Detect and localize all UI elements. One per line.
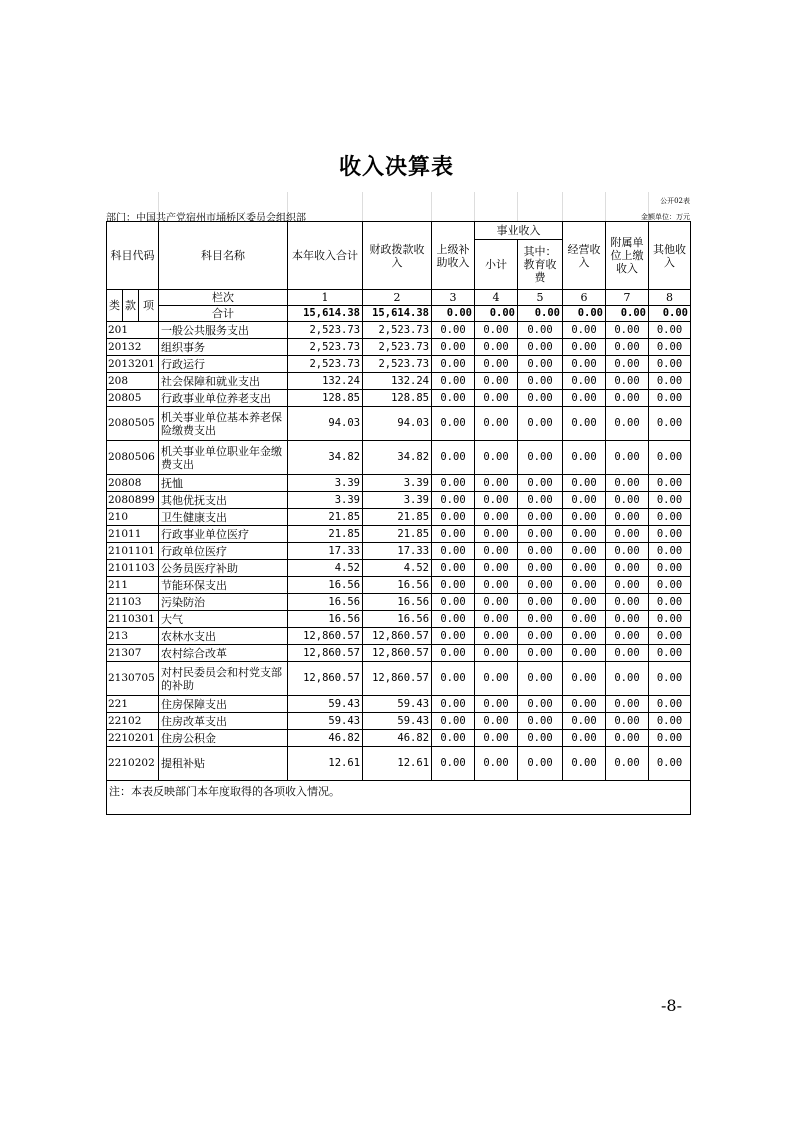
subject-code-cell: 208 bbox=[107, 373, 159, 390]
header-column-order: 栏次 bbox=[159, 290, 288, 306]
total-value-cell: 0.00 bbox=[475, 306, 518, 322]
header-of-which-edu: 其中：教育收费 bbox=[518, 240, 563, 290]
value-cell: 0.00 bbox=[606, 390, 649, 407]
value-cell: 46.82 bbox=[288, 730, 363, 747]
value-cell: 128.85 bbox=[288, 390, 363, 407]
value-cell: 0.00 bbox=[649, 509, 691, 526]
table-note: 注：本表反映部门本年度取得的各项收入情况。 bbox=[107, 781, 691, 815]
subject-name-cell: 组织事务 bbox=[159, 339, 288, 356]
table-row bbox=[107, 356, 691, 373]
value-cell: 0.00 bbox=[432, 543, 475, 560]
value-cell: 0.00 bbox=[475, 628, 518, 645]
value-cell: 2,523.73 bbox=[288, 356, 363, 373]
value-cell: 0.00 bbox=[563, 339, 606, 356]
value-cell: 16.56 bbox=[288, 611, 363, 628]
column-number-cell: 7 bbox=[606, 290, 649, 306]
header-affiliated: 附属单位上缴收入 bbox=[606, 222, 649, 290]
total-label: 合计 bbox=[159, 306, 288, 322]
value-cell: 0.00 bbox=[518, 730, 563, 747]
subject-code-cell: 2130705 bbox=[107, 662, 159, 696]
value-cell: 0.00 bbox=[432, 645, 475, 662]
value-cell: 0.00 bbox=[475, 441, 518, 475]
value-cell: 0.00 bbox=[606, 662, 649, 696]
value-cell: 0.00 bbox=[432, 730, 475, 747]
table-row bbox=[107, 594, 691, 611]
value-cell: 12,860.57 bbox=[288, 662, 363, 696]
value-cell: 2,523.73 bbox=[363, 339, 432, 356]
value-cell: 0.00 bbox=[432, 492, 475, 509]
value-cell: 0.00 bbox=[432, 441, 475, 475]
value-cell: 59.43 bbox=[363, 713, 432, 730]
value-cell: 59.43 bbox=[288, 696, 363, 713]
value-cell: 0.00 bbox=[606, 577, 649, 594]
value-cell: 0.00 bbox=[432, 509, 475, 526]
subject-code-cell: 2210201 bbox=[107, 730, 159, 747]
value-cell: 0.00 bbox=[475, 747, 518, 781]
value-cell: 0.00 bbox=[563, 441, 606, 475]
value-cell: 0.00 bbox=[432, 526, 475, 543]
value-cell: 0.00 bbox=[563, 696, 606, 713]
subject-name-cell: 行政事业单位医疗 bbox=[159, 526, 288, 543]
table-row bbox=[107, 713, 691, 730]
table-row bbox=[107, 441, 691, 475]
value-cell: 0.00 bbox=[606, 356, 649, 373]
value-cell: 94.03 bbox=[363, 407, 432, 441]
value-cell: 0.00 bbox=[475, 543, 518, 560]
value-cell: 21.85 bbox=[363, 526, 432, 543]
value-cell: 0.00 bbox=[649, 696, 691, 713]
value-cell: 0.00 bbox=[432, 475, 475, 492]
header-subtotal: 小计 bbox=[475, 240, 518, 290]
table-row bbox=[107, 492, 691, 509]
value-cell: 0.00 bbox=[432, 577, 475, 594]
value-cell: 0.00 bbox=[606, 526, 649, 543]
value-cell: 0.00 bbox=[606, 322, 649, 339]
subject-code-cell: 20132 bbox=[107, 339, 159, 356]
value-cell: 0.00 bbox=[432, 628, 475, 645]
value-cell: 59.43 bbox=[363, 696, 432, 713]
value-cell: 0.00 bbox=[563, 509, 606, 526]
value-cell: 0.00 bbox=[649, 730, 691, 747]
header-superior-subsidy: 上级补助收入 bbox=[432, 222, 475, 290]
value-cell: 0.00 bbox=[563, 407, 606, 441]
value-cell: 12.61 bbox=[288, 747, 363, 781]
value-cell: 132.24 bbox=[363, 373, 432, 390]
column-number-cell: 4 bbox=[475, 290, 518, 306]
column-number-cell: 2 bbox=[363, 290, 432, 306]
value-cell: 2,523.73 bbox=[288, 322, 363, 339]
header-operating: 经营收入 bbox=[563, 222, 606, 290]
value-cell: 0.00 bbox=[475, 560, 518, 577]
table-row bbox=[107, 662, 691, 696]
subject-name-cell: 机关事业单位基本养老保险缴费支出 bbox=[159, 407, 288, 441]
value-cell: 0.00 bbox=[475, 526, 518, 543]
subject-name-cell: 行政单位医疗 bbox=[159, 543, 288, 560]
value-cell: 0.00 bbox=[518, 645, 563, 662]
value-cell: 21.85 bbox=[363, 509, 432, 526]
value-cell: 128.85 bbox=[363, 390, 432, 407]
value-cell: 4.52 bbox=[288, 560, 363, 577]
value-cell: 0.00 bbox=[432, 594, 475, 611]
value-cell: 0.00 bbox=[606, 373, 649, 390]
value-cell: 0.00 bbox=[649, 560, 691, 577]
value-cell: 0.00 bbox=[649, 492, 691, 509]
value-cell: 21.85 bbox=[288, 509, 363, 526]
unit-label: 金额单位：万元 bbox=[641, 213, 690, 221]
value-cell: 0.00 bbox=[475, 407, 518, 441]
value-cell: 0.00 bbox=[518, 560, 563, 577]
value-cell: 0.00 bbox=[649, 543, 691, 560]
subject-name-cell: 大气 bbox=[159, 611, 288, 628]
subject-code-cell: 2080506 bbox=[107, 441, 159, 475]
value-cell: 0.00 bbox=[649, 577, 691, 594]
value-cell: 0.00 bbox=[563, 730, 606, 747]
value-cell: 0.00 bbox=[432, 356, 475, 373]
value-cell: 0.00 bbox=[475, 611, 518, 628]
subject-code-cell: 21307 bbox=[107, 645, 159, 662]
header-subject-code: 科目代码 bbox=[107, 222, 159, 290]
subject-code-cell: 21103 bbox=[107, 594, 159, 611]
value-cell: 0.00 bbox=[475, 356, 518, 373]
subject-name-cell: 农村综合改革 bbox=[159, 645, 288, 662]
table-row bbox=[107, 645, 691, 662]
value-cell: 0.00 bbox=[432, 390, 475, 407]
value-cell: 0.00 bbox=[563, 390, 606, 407]
value-cell: 0.00 bbox=[563, 611, 606, 628]
subject-name-cell: 卫生健康支出 bbox=[159, 509, 288, 526]
value-cell: 0.00 bbox=[563, 543, 606, 560]
table-row bbox=[107, 730, 691, 747]
value-cell: 0.00 bbox=[518, 475, 563, 492]
total-value-cell: 0.00 bbox=[563, 306, 606, 322]
value-cell: 0.00 bbox=[649, 441, 691, 475]
total-value-cell: 0.00 bbox=[518, 306, 563, 322]
value-cell: 21.85 bbox=[288, 526, 363, 543]
value-cell: 0.00 bbox=[649, 628, 691, 645]
subject-code-cell: 2110301 bbox=[107, 611, 159, 628]
value-cell: 0.00 bbox=[563, 560, 606, 577]
value-cell: 0.00 bbox=[518, 509, 563, 526]
value-cell: 3.39 bbox=[363, 492, 432, 509]
value-cell: 0.00 bbox=[475, 730, 518, 747]
value-cell: 0.00 bbox=[649, 645, 691, 662]
value-cell: 0.00 bbox=[518, 543, 563, 560]
value-cell: 0.00 bbox=[518, 339, 563, 356]
value-cell: 0.00 bbox=[432, 662, 475, 696]
value-cell: 0.00 bbox=[606, 509, 649, 526]
column-number-cell: 1 bbox=[288, 290, 363, 306]
table-row bbox=[107, 373, 691, 390]
value-cell: 0.00 bbox=[606, 441, 649, 475]
subject-name-cell: 行政事业单位养老支出 bbox=[159, 390, 288, 407]
value-cell: 2,523.73 bbox=[363, 356, 432, 373]
value-cell: 17.33 bbox=[288, 543, 363, 560]
total-value-cell: 0.00 bbox=[432, 306, 475, 322]
value-cell: 59.43 bbox=[288, 713, 363, 730]
value-cell: 0.00 bbox=[475, 373, 518, 390]
value-cell: 0.00 bbox=[518, 662, 563, 696]
header-kuan: 款 bbox=[123, 290, 139, 322]
value-cell: 0.00 bbox=[606, 407, 649, 441]
value-cell: 132.24 bbox=[288, 373, 363, 390]
value-cell: 0.00 bbox=[563, 628, 606, 645]
subject-name-cell: 住房公积金 bbox=[159, 730, 288, 747]
table-row bbox=[107, 747, 691, 781]
value-cell: 0.00 bbox=[606, 594, 649, 611]
value-cell: 34.82 bbox=[363, 441, 432, 475]
value-cell: 16.56 bbox=[288, 594, 363, 611]
page-number: -8- bbox=[661, 996, 682, 1015]
value-cell: 0.00 bbox=[432, 560, 475, 577]
value-cell: 0.00 bbox=[475, 577, 518, 594]
value-cell: 0.00 bbox=[649, 356, 691, 373]
value-cell: 0.00 bbox=[649, 526, 691, 543]
value-cell: 0.00 bbox=[518, 407, 563, 441]
value-cell: 0.00 bbox=[606, 713, 649, 730]
header-xiang: 项 bbox=[139, 290, 159, 322]
value-cell: 0.00 bbox=[432, 611, 475, 628]
value-cell: 0.00 bbox=[563, 492, 606, 509]
value-cell: 0.00 bbox=[563, 373, 606, 390]
subject-code-cell: 2101103 bbox=[107, 560, 159, 577]
value-cell: 0.00 bbox=[563, 747, 606, 781]
value-cell: 16.56 bbox=[363, 577, 432, 594]
value-cell: 16.56 bbox=[363, 594, 432, 611]
value-cell: 3.39 bbox=[363, 475, 432, 492]
value-cell: 0.00 bbox=[606, 696, 649, 713]
value-cell: 0.00 bbox=[475, 594, 518, 611]
subject-code-cell: 213 bbox=[107, 628, 159, 645]
value-cell: 2,523.73 bbox=[363, 322, 432, 339]
value-cell: 0.00 bbox=[606, 543, 649, 560]
value-cell: 12,860.57 bbox=[363, 662, 432, 696]
value-cell: 0.00 bbox=[649, 407, 691, 441]
subject-code-cell: 2013201 bbox=[107, 356, 159, 373]
column-number-cell: 8 bbox=[649, 290, 691, 306]
value-cell: 12,860.57 bbox=[363, 628, 432, 645]
table-row bbox=[107, 509, 691, 526]
value-cell: 0.00 bbox=[518, 526, 563, 543]
value-cell: 0.00 bbox=[606, 645, 649, 662]
value-cell: 0.00 bbox=[475, 475, 518, 492]
value-cell: 0.00 bbox=[649, 611, 691, 628]
subject-name-cell: 污染防治 bbox=[159, 594, 288, 611]
column-number-cell: 6 bbox=[563, 290, 606, 306]
value-cell: 0.00 bbox=[563, 713, 606, 730]
value-cell: 0.00 bbox=[606, 339, 649, 356]
header-lei: 类 bbox=[107, 290, 123, 322]
value-cell: 0.00 bbox=[606, 628, 649, 645]
value-cell: 0.00 bbox=[518, 492, 563, 509]
value-cell: 0.00 bbox=[475, 696, 518, 713]
table-row bbox=[107, 322, 691, 339]
table-row bbox=[107, 526, 691, 543]
value-cell: 12,860.57 bbox=[363, 645, 432, 662]
subject-name-cell: 公务员医疗补助 bbox=[159, 560, 288, 577]
table-row bbox=[107, 696, 691, 713]
value-cell: 0.00 bbox=[563, 645, 606, 662]
subject-code-cell: 211 bbox=[107, 577, 159, 594]
subject-name-cell: 对村民委员会和村党支部的补助 bbox=[159, 662, 288, 696]
value-cell: 0.00 bbox=[649, 594, 691, 611]
value-cell: 12.61 bbox=[363, 747, 432, 781]
subject-name-cell: 住房改革支出 bbox=[159, 713, 288, 730]
subject-name-cell: 其他优抚支出 bbox=[159, 492, 288, 509]
value-cell: 16.56 bbox=[363, 611, 432, 628]
value-cell: 0.00 bbox=[475, 713, 518, 730]
value-cell: 46.82 bbox=[363, 730, 432, 747]
value-cell: 0.00 bbox=[475, 339, 518, 356]
subject-code-cell: 20808 bbox=[107, 475, 159, 492]
subject-name-cell: 一般公共服务支出 bbox=[159, 322, 288, 339]
income-table bbox=[106, 221, 691, 815]
subject-code-cell: 221 bbox=[107, 696, 159, 713]
total-value-cell: 0.00 bbox=[649, 306, 691, 322]
value-cell: 0.00 bbox=[432, 322, 475, 339]
value-cell: 0.00 bbox=[518, 441, 563, 475]
value-cell: 0.00 bbox=[475, 390, 518, 407]
subject-code-cell: 21011 bbox=[107, 526, 159, 543]
table-row bbox=[107, 560, 691, 577]
value-cell: 3.39 bbox=[288, 492, 363, 509]
value-cell: 4.52 bbox=[363, 560, 432, 577]
table-row bbox=[107, 577, 691, 594]
value-cell: 0.00 bbox=[649, 390, 691, 407]
value-cell: 0.00 bbox=[518, 611, 563, 628]
subject-name-cell: 节能环保支出 bbox=[159, 577, 288, 594]
value-cell: 0.00 bbox=[518, 594, 563, 611]
value-cell: 0.00 bbox=[518, 577, 563, 594]
header-subject-name: 科目名称 bbox=[159, 222, 288, 290]
value-cell: 0.00 bbox=[518, 390, 563, 407]
value-cell: 0.00 bbox=[475, 645, 518, 662]
value-cell: 0.00 bbox=[563, 322, 606, 339]
column-number-cell: 5 bbox=[518, 290, 563, 306]
subject-code-cell: 210 bbox=[107, 509, 159, 526]
value-cell: 0.00 bbox=[518, 322, 563, 339]
page-title: 收入决算表 bbox=[338, 154, 454, 180]
value-cell: 0.00 bbox=[606, 611, 649, 628]
value-cell: 0.00 bbox=[475, 509, 518, 526]
value-cell: 0.00 bbox=[606, 475, 649, 492]
subject-code-cell: 2210202 bbox=[107, 747, 159, 781]
value-cell: 94.03 bbox=[288, 407, 363, 441]
value-cell: 0.00 bbox=[518, 747, 563, 781]
table-row bbox=[107, 475, 691, 492]
total-value-cell: 0.00 bbox=[606, 306, 649, 322]
subject-code-cell: 2080899 bbox=[107, 492, 159, 509]
value-cell: 0.00 bbox=[518, 628, 563, 645]
value-cell: 0.00 bbox=[518, 696, 563, 713]
table-row bbox=[107, 339, 691, 356]
value-cell: 0.00 bbox=[649, 373, 691, 390]
value-cell: 0.00 bbox=[432, 713, 475, 730]
value-cell: 16.56 bbox=[288, 577, 363, 594]
value-cell: 0.00 bbox=[563, 526, 606, 543]
header-total-income: 本年收入合计 bbox=[288, 222, 363, 290]
subject-code-cell: 2101101 bbox=[107, 543, 159, 560]
form-code: 公开02表 bbox=[660, 197, 690, 205]
subject-name-cell: 机关事业单位职业年金缴费支出 bbox=[159, 441, 288, 475]
subject-name-cell: 提租补贴 bbox=[159, 747, 288, 781]
value-cell: 2,523.73 bbox=[288, 339, 363, 356]
subject-code-cell: 22102 bbox=[107, 713, 159, 730]
value-cell: 0.00 bbox=[475, 492, 518, 509]
subject-name-cell: 抚恤 bbox=[159, 475, 288, 492]
value-cell: 0.00 bbox=[606, 730, 649, 747]
value-cell: 0.00 bbox=[475, 662, 518, 696]
value-cell: 0.00 bbox=[563, 594, 606, 611]
value-cell: 0.00 bbox=[518, 713, 563, 730]
header-other: 其他收入 bbox=[649, 222, 691, 290]
value-cell: 0.00 bbox=[432, 373, 475, 390]
value-cell: 0.00 bbox=[563, 577, 606, 594]
value-cell: 12,860.57 bbox=[288, 645, 363, 662]
value-cell: 0.00 bbox=[432, 747, 475, 781]
table-row bbox=[107, 407, 691, 441]
table-row bbox=[107, 628, 691, 645]
value-cell: 3.39 bbox=[288, 475, 363, 492]
value-cell: 0.00 bbox=[563, 662, 606, 696]
total-value-cell: 15,614.38 bbox=[288, 306, 363, 322]
value-cell: 0.00 bbox=[649, 747, 691, 781]
value-cell: 0.00 bbox=[432, 339, 475, 356]
table-row bbox=[107, 611, 691, 628]
value-cell: 0.00 bbox=[649, 662, 691, 696]
value-cell: 34.82 bbox=[288, 441, 363, 475]
subject-code-cell: 201 bbox=[107, 322, 159, 339]
table-row bbox=[107, 390, 691, 407]
header-fiscal: 财政拨款收入 bbox=[363, 222, 432, 290]
subject-name-cell: 农林水支出 bbox=[159, 628, 288, 645]
value-cell: 0.00 bbox=[649, 713, 691, 730]
value-cell: 0.00 bbox=[606, 747, 649, 781]
subject-code-cell: 2080505 bbox=[107, 407, 159, 441]
value-cell: 0.00 bbox=[518, 356, 563, 373]
subject-name-cell: 行政运行 bbox=[159, 356, 288, 373]
value-cell: 0.00 bbox=[432, 407, 475, 441]
value-cell: 0.00 bbox=[563, 475, 606, 492]
value-cell: 0.00 bbox=[518, 373, 563, 390]
value-cell: 12,860.57 bbox=[288, 628, 363, 645]
value-cell: 0.00 bbox=[649, 475, 691, 492]
value-cell: 0.00 bbox=[606, 560, 649, 577]
table-row bbox=[107, 543, 691, 560]
value-cell: 17.33 bbox=[363, 543, 432, 560]
subject-name-cell: 住房保障支出 bbox=[159, 696, 288, 713]
value-cell: 0.00 bbox=[649, 339, 691, 356]
value-cell: 0.00 bbox=[649, 322, 691, 339]
value-cell: 0.00 bbox=[563, 356, 606, 373]
value-cell: 0.00 bbox=[475, 322, 518, 339]
department-label: 部门：中国共产党宿州市埇桥区委员会组织部 bbox=[106, 213, 306, 224]
subject-name-cell: 社会保障和就业支出 bbox=[159, 373, 288, 390]
value-cell: 0.00 bbox=[606, 492, 649, 509]
value-cell: 0.00 bbox=[432, 696, 475, 713]
subject-code-cell: 20805 bbox=[107, 390, 159, 407]
header-business-income: 事业收入 bbox=[475, 222, 563, 240]
total-value-cell: 15,614.38 bbox=[363, 306, 432, 322]
column-number-cell: 3 bbox=[432, 290, 475, 306]
